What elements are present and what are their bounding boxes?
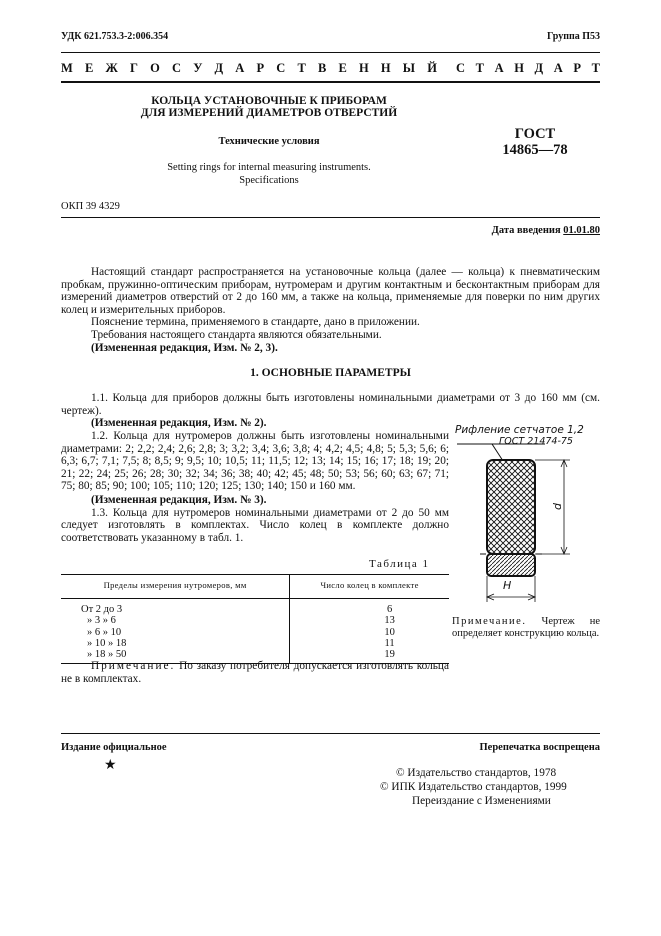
banner-letter: А: [494, 61, 504, 75]
table-row: [61, 627, 449, 638]
drawing-note-text: Чертеж не определяет конструкцию кольца.: [452, 616, 600, 639]
banner-letter: Д: [214, 61, 224, 75]
udk-code: УДК 621.753.3-2:006.354: [61, 31, 169, 42]
table-cell-range: От 2 до 3: [61, 599, 290, 616]
rings-per-set-table: [61, 574, 449, 664]
table-header-row: [61, 575, 449, 599]
footer-rule: [61, 733, 600, 734]
table-header-count: Число колец в комплекте: [290, 575, 449, 599]
effective-date-label: Дата введения: [491, 225, 561, 236]
table-cell-count: 10: [384, 626, 395, 638]
intro-paragraph-scope: Настоящий стандарт распространяется на установочные кольца (далее — кольца) к пневматическим пробкам, пружинно-оптическим приборам, нутромерам и другим контактным и бесконтактным приборам для измерений диаметров отверстий от 2 до 160 мм, а также на кольца, применяемые для поверки по ним других колец и измерительных приборов.: [61, 266, 600, 316]
top-rule: [61, 52, 600, 53]
banner-letter: Н: [358, 61, 369, 75]
star-mark: ★: [104, 758, 117, 773]
dimension-h-label: H: [503, 579, 512, 592]
reissue-note: Переиздание с Изменениями: [412, 795, 551, 807]
table-row: [61, 599, 449, 616]
table-cell-count: 19: [290, 649, 449, 664]
banner-letter: А: [235, 61, 245, 75]
ring-knurled-body: [487, 460, 535, 554]
banner-letter: Ж: [105, 61, 118, 75]
banner-letter: Р: [256, 61, 265, 75]
english-title-line-2: Specifications: [239, 175, 299, 186]
clause-1-1-amendment: (Измененная редакция, Изм. № 2).: [91, 417, 267, 430]
table-cell-count: 13: [384, 615, 395, 627]
banner-letter: Т: [297, 61, 306, 75]
clause-1-2-amendment: (Измененная редакция, Изм. № 3).: [91, 493, 267, 506]
banner-letter: Г: [130, 61, 138, 75]
english-title: [96, 161, 442, 187]
intro-amendment-note: (Измененная редакция, Изм. № 2, 3).: [91, 341, 278, 354]
gost-number: [470, 126, 600, 158]
table-caption: Таблица 1: [369, 558, 430, 570]
official-edition: Издание официальное: [61, 742, 167, 753]
effective-date-value: 01.01.80: [563, 225, 600, 236]
banner-letter: С: [172, 61, 182, 75]
table-cell-range: » 18 » 50: [61, 649, 290, 664]
standard-banner: [61, 61, 600, 76]
banner-letter: В: [317, 61, 327, 75]
banner-letter: О: [150, 61, 160, 75]
table-cell-count: 6: [386, 604, 393, 615]
title-line-2: ДЛЯ ИЗМЕРЕНИЙ ДИАМЕТРОВ ОТВЕРСТИЙ: [140, 107, 398, 119]
ring-drawing: [452, 420, 604, 610]
banner-letter: Е: [84, 61, 94, 75]
table-cell-count: 11: [384, 637, 395, 649]
banner-letter: М: [61, 61, 73, 75]
banner-letter: Т: [475, 61, 484, 75]
clause-1-3: 1.3. Кольца для нутромеров номинальными диаметрами от 2 до 50 мм следует изготовлять в комплектах. Число колец в комплекте должно соответствовать указанному в табл. 1.: [61, 506, 449, 544]
clause-1-2-1-3-block: [61, 430, 449, 544]
copyright-1978: © Издательство стандартов, 1978: [396, 767, 557, 779]
banner-word-mezhgos: [61, 61, 437, 76]
table-note-label: Примечание.: [91, 660, 176, 672]
table-row: [61, 638, 449, 649]
intro-paragraph-mandatory: Требования настоящего стандарта являются обязательными.: [91, 328, 382, 341]
banner-rule: [61, 81, 600, 83]
banner-letter: У: [193, 61, 203, 75]
drawing-note: [452, 616, 600, 639]
table-note-text: По заказу потребителя допускается изготовлять кольца не в комплектах.: [61, 660, 449, 685]
gost-code: 14865—78: [502, 142, 568, 158]
intro-paragraph-terms: Пояснение термина, применяемого в стандарте, дано в приложении.: [91, 316, 420, 329]
table-row: [61, 615, 449, 626]
doc-title: [96, 95, 442, 119]
doc-subtitle: Технические условия: [218, 136, 320, 147]
banner-letter: Е: [338, 61, 347, 75]
table-header-range: Пределы измерения нутромеров, мм: [61, 575, 290, 599]
table-cell-range: » 10 » 18: [61, 638, 290, 649]
section-heading: 1. ОСНОВНЫЕ ПАРАМЕТРЫ: [250, 367, 411, 379]
banner-letter: Й: [427, 61, 437, 75]
title-line-1: КОЛЬЦА УСТАНОВОЧНЫЕ К ПРИБОРАМ: [151, 95, 387, 107]
group-code: Группа П53: [547, 31, 600, 42]
ring-section: [487, 554, 535, 576]
effective-date: [492, 225, 600, 236]
drawing-note-label: Примечание.: [452, 616, 527, 627]
table-cell-range: » 6 » 10: [61, 627, 290, 638]
clause-1-1: 1.1. Кольца для приборов должны быть изготовлены номинальными диаметрами от 3 до 160 мм (см. чертеж).: [61, 392, 600, 417]
banner-word-standart: [456, 61, 600, 76]
okp-code: ОКП 39 4329: [61, 201, 120, 212]
drawing-callout-gost: ГОСТ 21474-75: [499, 436, 573, 447]
table-cell-range: » 3 » 6: [61, 615, 290, 626]
reprint-prohibited: Перепечатка воспрещена: [479, 742, 600, 753]
table-note: [61, 660, 449, 685]
banner-letter: Н: [380, 61, 391, 75]
banner-letter: Р: [573, 61, 581, 75]
title-rule: [61, 217, 600, 218]
banner-letter: Д: [534, 61, 544, 75]
clause-1-2: 1.2. Кольца для нутромеров должны быть изготовлены номинальными диаметрами: 2; 2,2; 2,4; 2,6; 2,8; 3; 3,2; 3,4; 3,6; 3,8; 4; 4,2; 4,5; 4,8; 5; 5,3; 5,6; 6; 6,3; 6,7; 7,1; 7,5; 8; 8,5; 9; 9,5; 10; 10,5; 11; 11,5; 12; 13; 14; 15; 16; 17; 18; 19; 20; 21; 22; 24; 25; 26; 28; 30; 32; 34; 36; 38; 40; 42; 45; 48; 50; 53; 56; 60; 63; 67; 71; 75; 80; 85; 90; 100; 105; 110; 120; 125; 130; 140; 150 и 160 мм.: [61, 430, 449, 493]
banner-letter: С: [276, 61, 286, 75]
dimension-d-label: d: [550, 503, 564, 510]
banner-letter: Н: [514, 61, 524, 75]
banner-letter: А: [553, 61, 563, 75]
banner-letter: Т: [591, 61, 600, 75]
drawing-callout: [455, 424, 584, 448]
copyright-block: [380, 766, 600, 808]
gost-label: ГОСТ: [514, 126, 556, 142]
banner-letter: С: [456, 61, 466, 75]
english-title-line-1: Setting rings for internal measuring instruments.: [167, 162, 371, 173]
drawing-callout-knurl: Рифление сетчатое 1,2: [455, 424, 584, 436]
copyright-1999: © ИПК Издательство стандартов, 1999: [380, 781, 567, 793]
banner-letter: Ы: [402, 61, 416, 75]
intro-block: [61, 266, 600, 354]
